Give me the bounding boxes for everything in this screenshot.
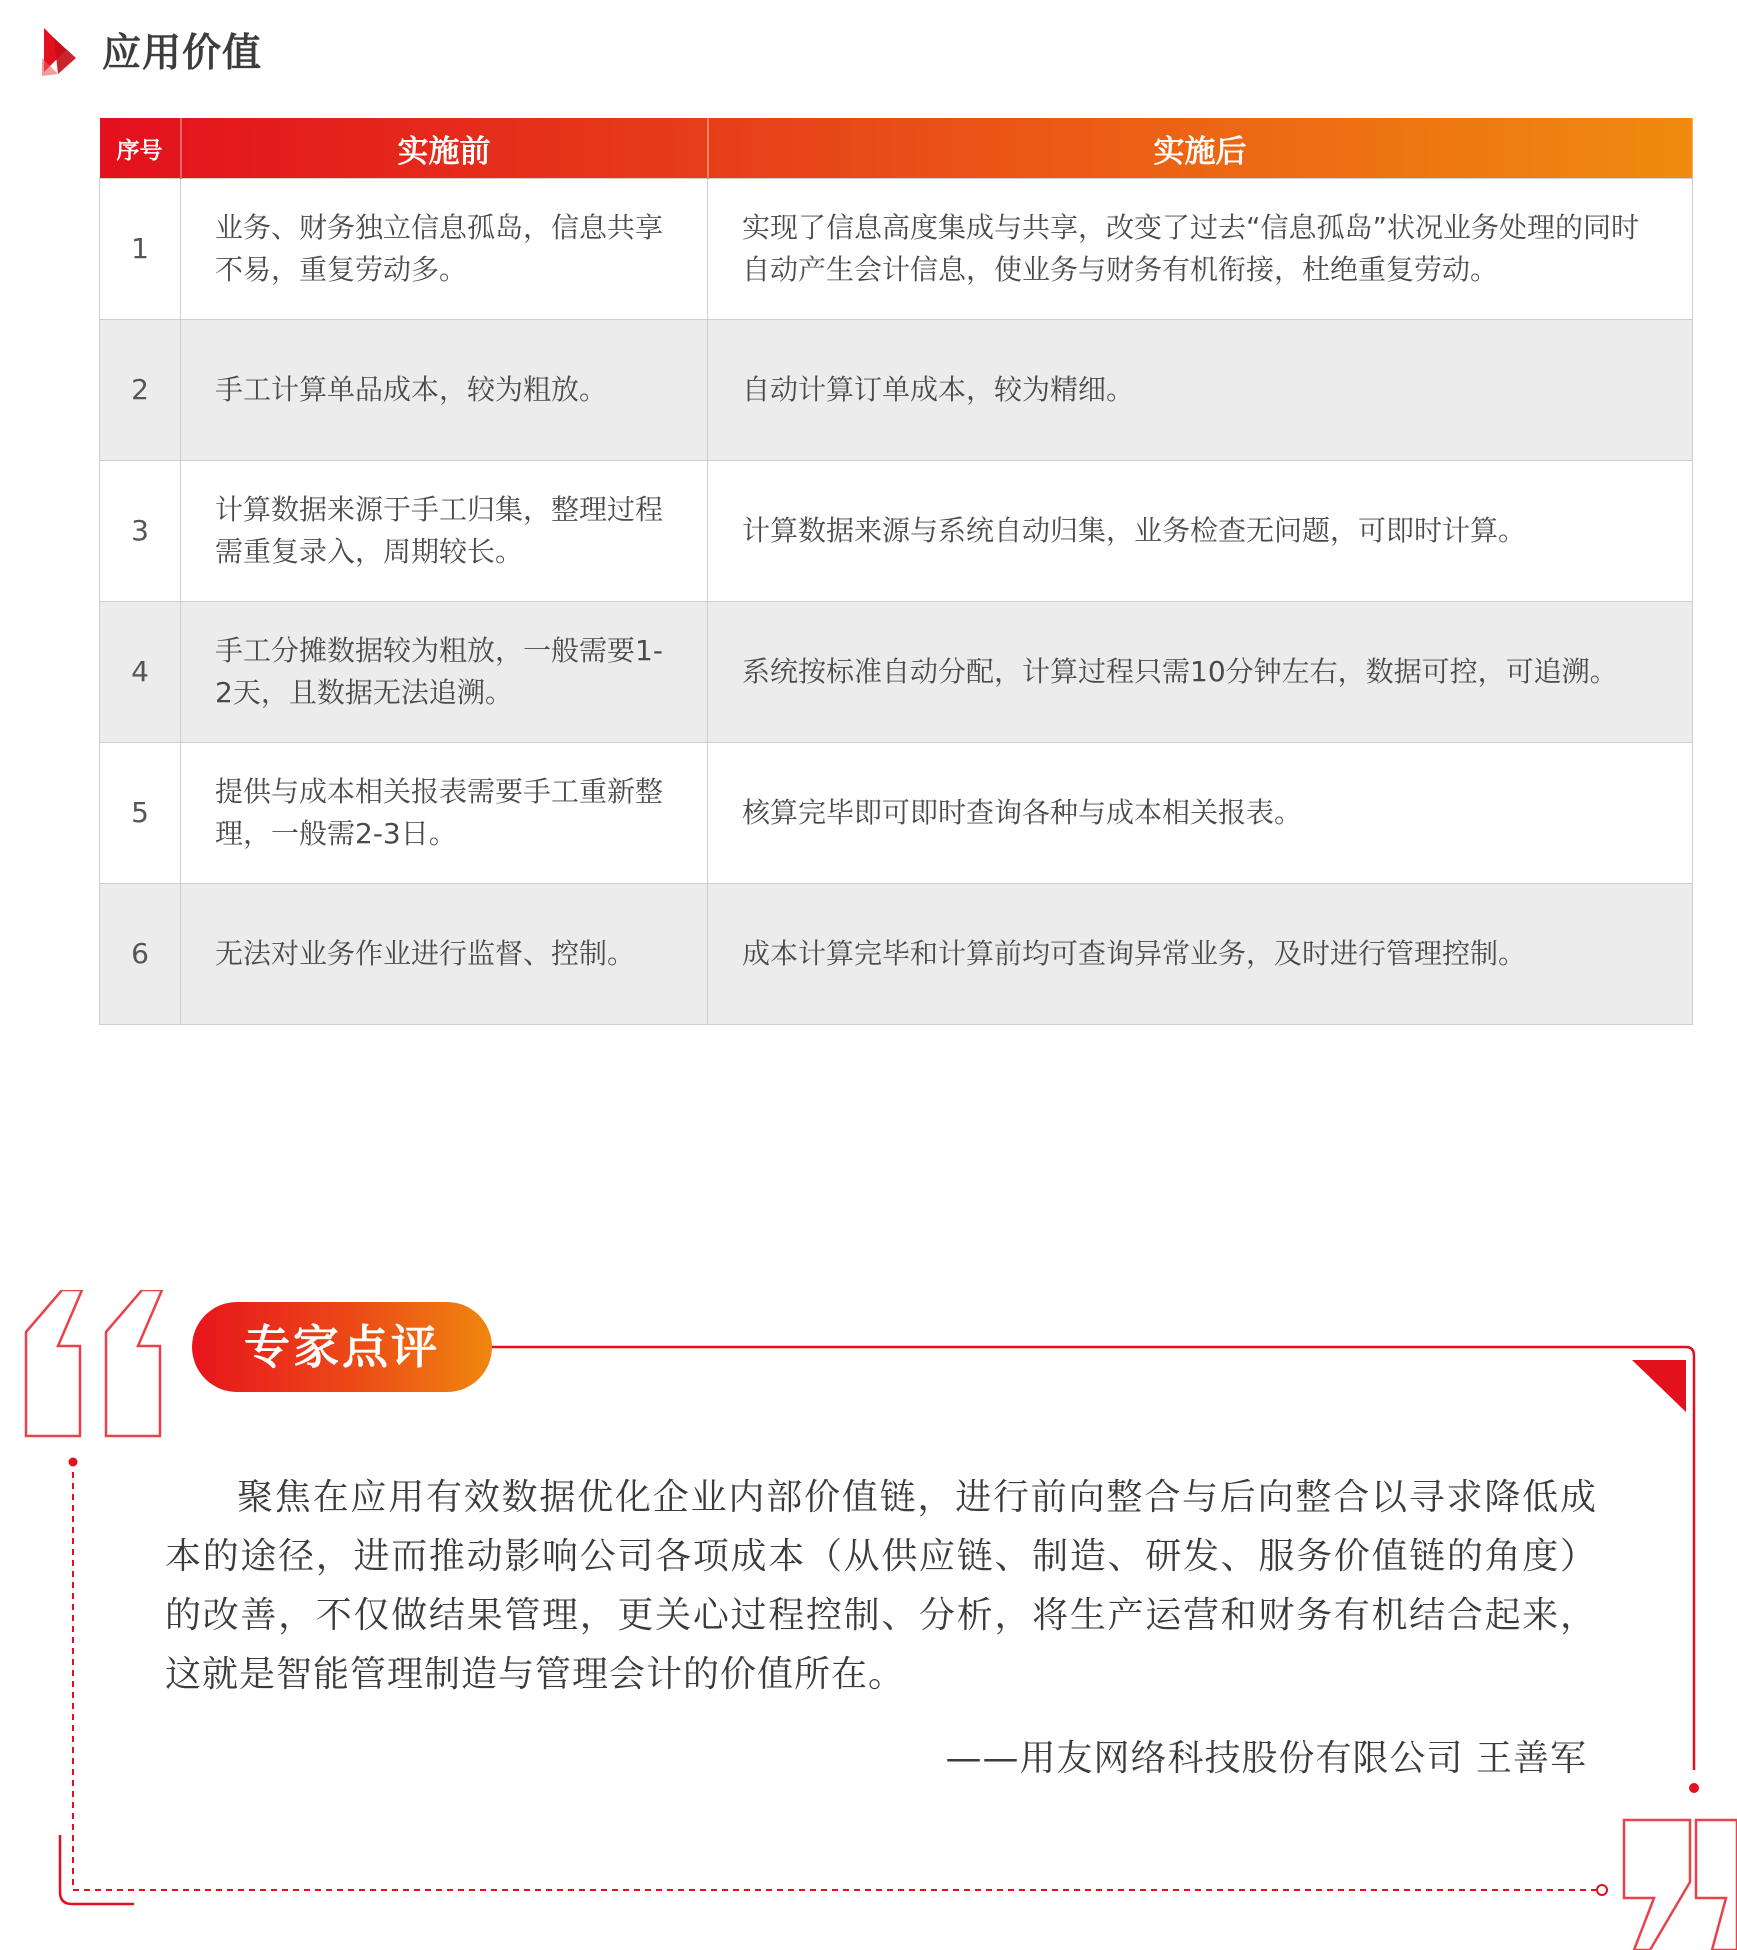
cell-before: 业务、财务独立信息孤岛，信息共享不易，重复劳动多。 xyxy=(181,179,708,320)
cell-before: 无法对业务作业进行监督、控制。 xyxy=(181,884,708,1025)
table-row xyxy=(100,461,1693,602)
header-before: 实施前 xyxy=(181,118,708,179)
cell-after: 计算数据来源与系统自动归集，业务检查无问题，可即时计算。 xyxy=(708,461,1693,602)
row-number: 4 xyxy=(100,602,181,743)
cell-before: 手工分摊数据较为粗放，一般需要1-2天，且数据无法追溯。 xyxy=(181,602,708,743)
close-quote-icon xyxy=(1624,1820,1737,1950)
cell-after: 系统按标准自动分配，计算过程只需10分钟左右，数据可控，可追溯。 xyxy=(708,602,1693,743)
header-no: 序号 xyxy=(100,118,181,179)
section-title: 应用价值 xyxy=(102,31,263,76)
review-signature: ——用友网络科技股份有限公司 王善军 xyxy=(945,1738,1587,1779)
review-paragraph: 聚焦在应用有效数据优化企业内部价值链，进行前向整合与后向整合以寻求降低成本的途径，进而推动影响公司各项成本（从供应链、制造、研发、服务价值链的角度）的改善，不仅做结果管理，更关心过程控制、分析，将生产运营和财务有机结合起来，这就是智能管理制造与管理会计的价值所在。 xyxy=(165,1477,1597,1695)
table-row xyxy=(100,179,1693,320)
table-row xyxy=(100,602,1693,743)
cell-after: 自动计算订单成本，较为精细。 xyxy=(708,320,1693,461)
row-number: 2 xyxy=(100,320,181,461)
cell-before: 计算数据来源于手工归集，整理过程需重复录入，周期较长。 xyxy=(181,461,708,602)
cell-after: 核算完毕即可即时查询各种与成本相关报表。 xyxy=(708,743,1693,884)
table-row xyxy=(100,320,1693,461)
cell-before: 手工计算单品成本，较为粗放。 xyxy=(181,320,708,461)
table-row xyxy=(100,743,1693,884)
row-number: 3 xyxy=(100,461,181,602)
cell-after: 成本计算完毕和计算前均可查询异常业务，及时进行管理控制。 xyxy=(708,884,1693,1025)
header-after: 实施后 xyxy=(708,118,1693,179)
cell-before: 提供与成本相关报表需要手工重新整理，一般需2-3日。 xyxy=(181,743,708,884)
comparison-table xyxy=(99,118,1694,1025)
row-number: 1 xyxy=(100,179,181,320)
cell-after: 实现了信息高度集成与共享，改变了过去“信息孤岛”状况业务处理的同时自动产生会计信息，使业务与财务有机衔接，杜绝重复劳动。 xyxy=(708,179,1693,320)
table-row xyxy=(100,884,1693,1025)
row-number: 5 xyxy=(100,743,181,884)
table-header-row xyxy=(100,118,1693,179)
expert-review xyxy=(0,1290,1737,1950)
expert-review-badge: 专家点评 xyxy=(192,1302,492,1392)
chevron-bullet-icon xyxy=(36,24,84,78)
row-number: 6 xyxy=(100,884,181,1025)
open-quote-icon xyxy=(26,1290,162,1436)
